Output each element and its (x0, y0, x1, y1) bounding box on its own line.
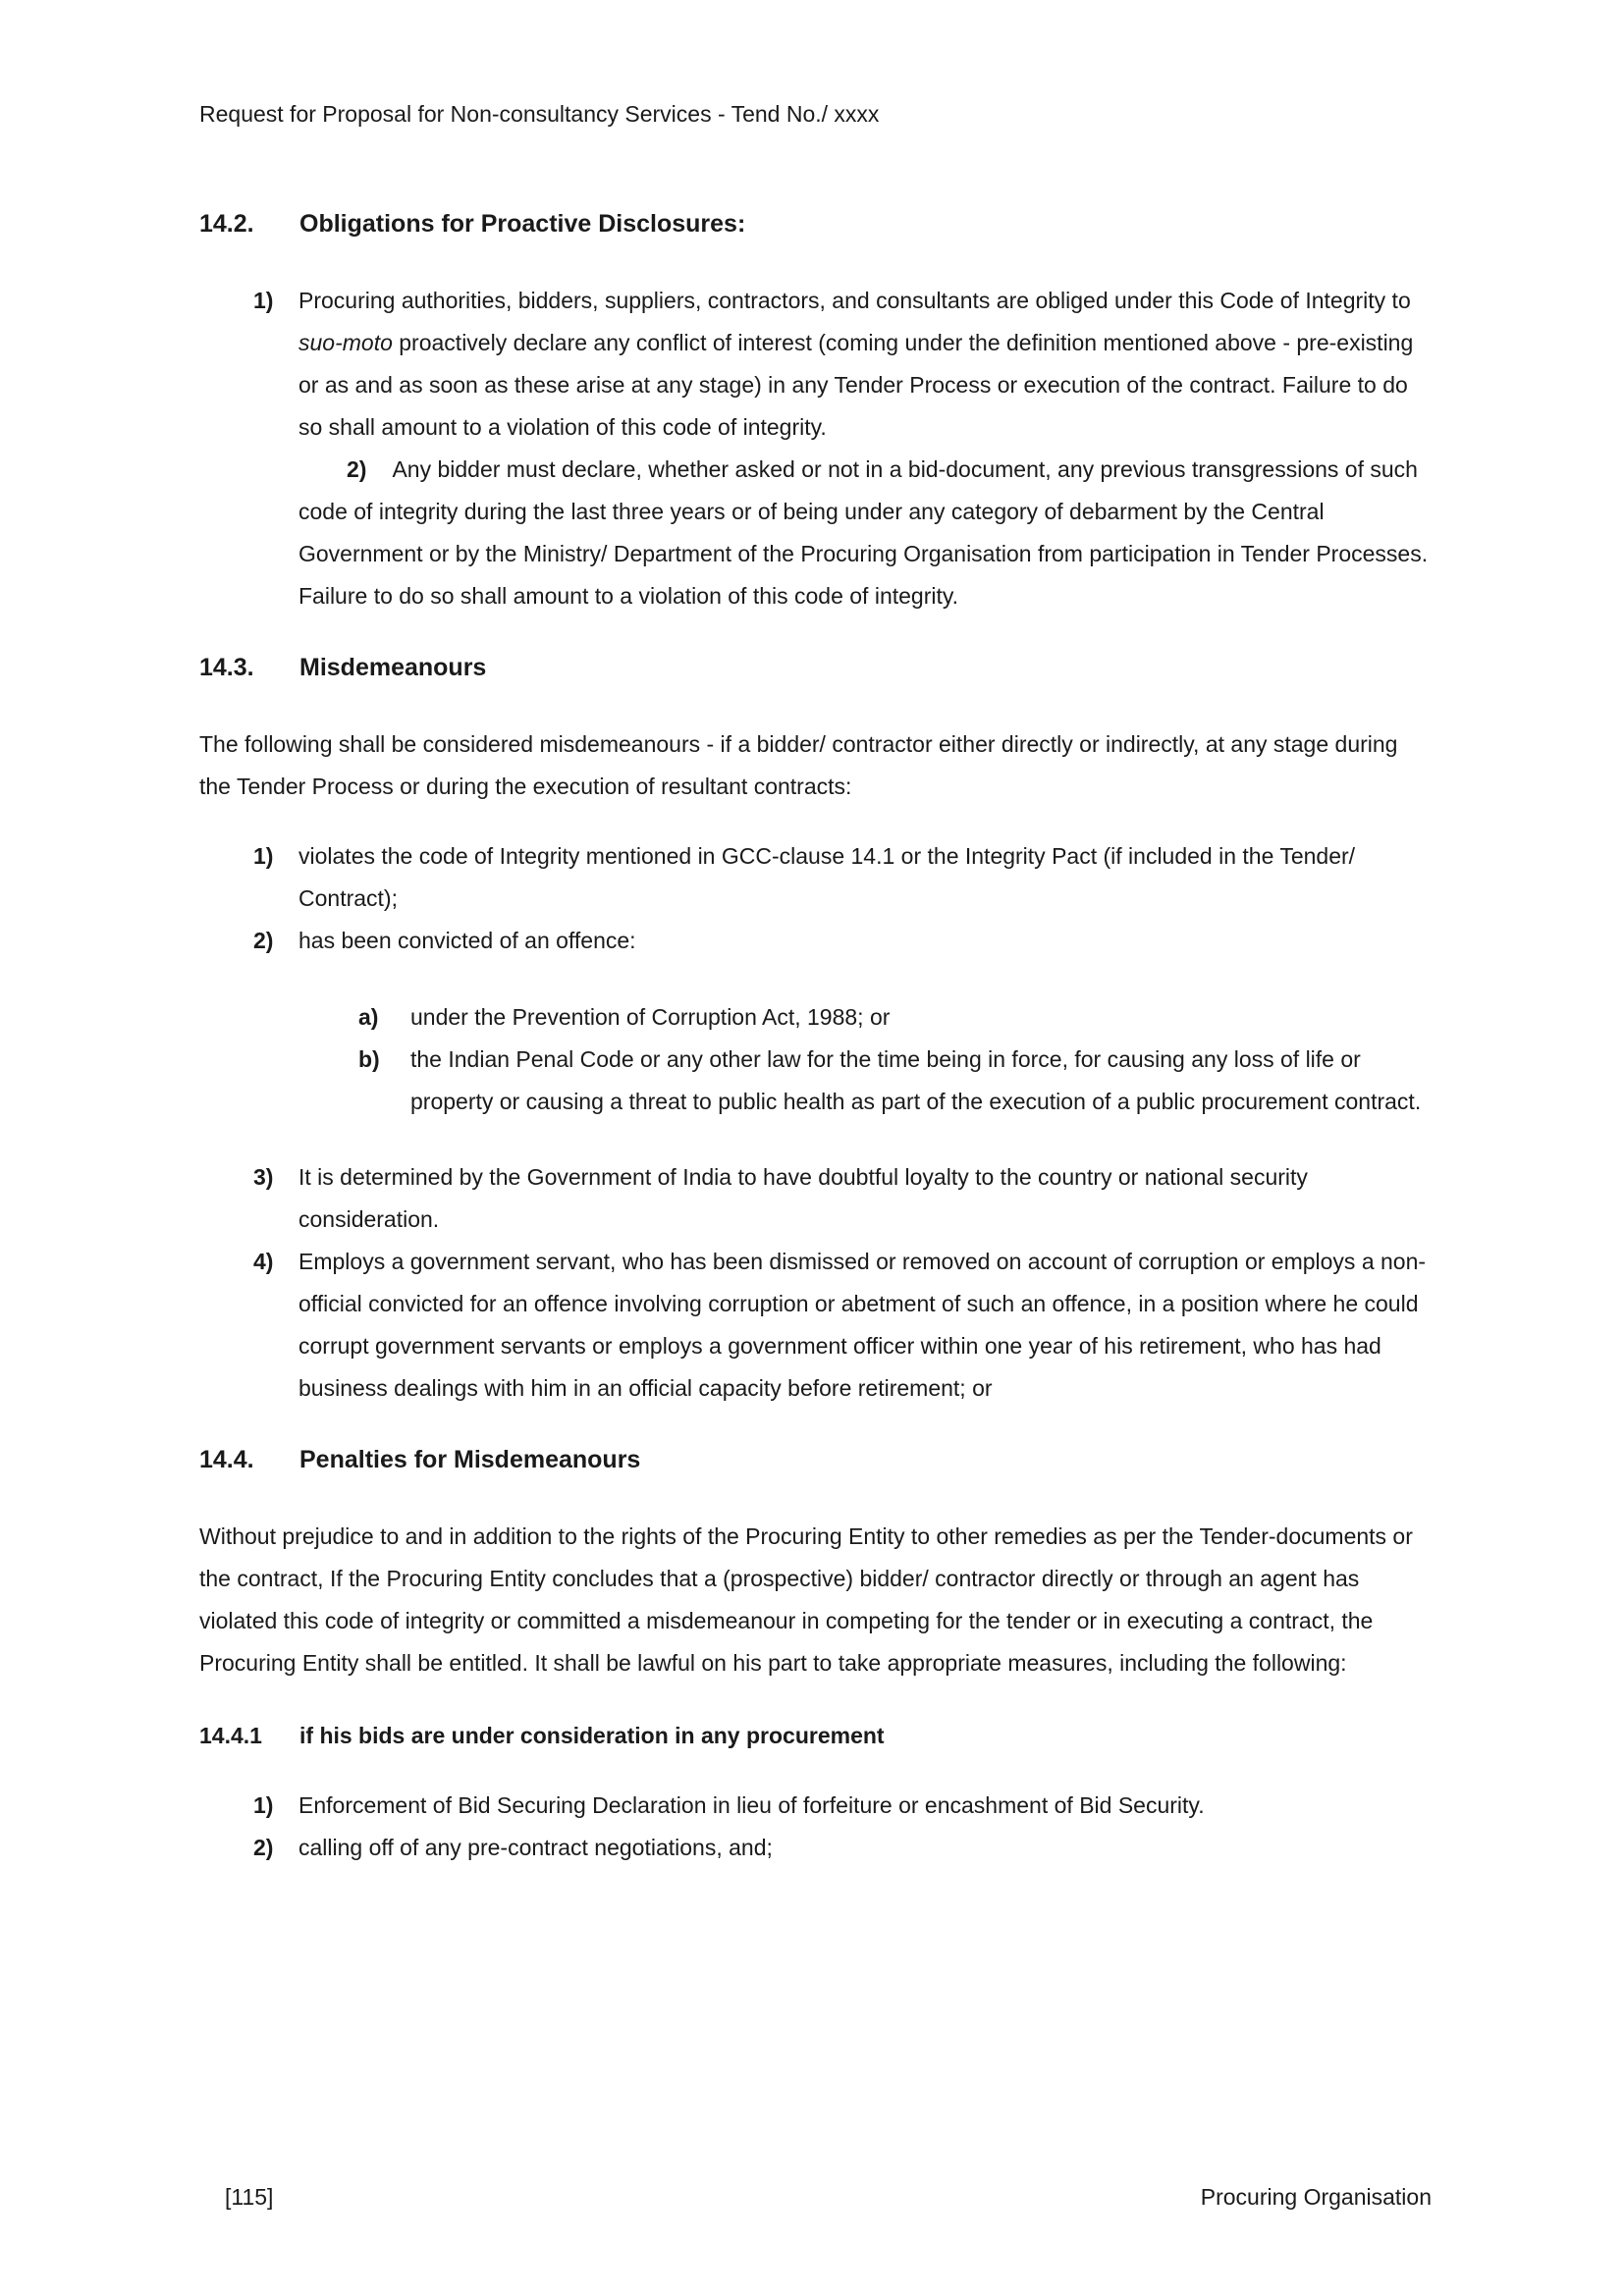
document-header (199, 98, 1432, 131)
section-number: 14.2. (199, 210, 254, 238)
italic-term: suo-moto (298, 330, 393, 355)
list-item (199, 1785, 1432, 1827)
header-title: Request for Proposal for Non-consultancy Services - Tend No./ xxxx (199, 101, 880, 127)
paragraph: Without prejudice to and in addition to the rights of the Procuring Entity to other remedies as per the Tender-documents or the contract, If the Procuring Entity concludes that a (prospective) bidder/ contractor directly or through an agent has violated this code of integrity or committed a misdemeanour in competing for the tender or in executing a contract, the Procuring Entity shall be entitled. It shall be lawful on his part to take appropriate measures, including the following: (199, 1523, 1413, 1676)
section-14-4 (199, 1442, 1432, 1869)
list-item (199, 449, 1432, 617)
list-marker: 4) (253, 1249, 274, 1274)
text-run: Procuring authorities, bidders, suppliers, contractors, and consultants are obliged under this Code of Integrity to (298, 288, 1411, 313)
section-number: 14.4. (199, 1446, 254, 1473)
section-title: Misdemeanours (299, 654, 487, 681)
list-item-text: has been convicted of an offence: (298, 928, 636, 953)
list-item (199, 835, 1432, 920)
paragraph: The following shall be considered misdemeanours - if a bidder/ contractor either directly or indirectly, at any stage during the Tender Process or during the execution of resultant contracts: (199, 731, 1398, 799)
list-item-text: violates the code of Integrity mentioned in GCC-clause 14.1 or the Integrity Pact (if included in the Tender/ Contract); (298, 843, 1356, 911)
list-item (199, 996, 1432, 1039)
list-marker: 2) (253, 928, 274, 953)
document-footer (199, 2181, 1432, 2214)
list-item (199, 1039, 1432, 1123)
section-title: Obligations for Proactive Disclosures: (299, 210, 746, 238)
list-item (199, 280, 1432, 449)
list-marker: 1) (253, 1792, 274, 1818)
text-run: proactively declare any conflict of interest (coming under the definition mentioned above - pre-existing or as and as soon as these arise at any stage) in any Tender Process or execution of the contract. Failure to do so shall amount to a violation of this code of integrity. (298, 330, 1414, 440)
list-item (199, 920, 1432, 962)
list-item-text: the Indian Penal Code or any other law for the time being in force, for causing any loss of life or property or causing a threat to public health as part of the execution of a public procurement contract. (410, 1046, 1422, 1114)
list-item-text: Enforcement of Bid Securing Declaration in lieu of forfeiture or encashment of Bid Security. (298, 1792, 1205, 1818)
list-marker: 1) (253, 843, 274, 869)
list-marker: a) (358, 1004, 379, 1030)
page-number: [115] (225, 2184, 274, 2210)
section-14-3 (199, 650, 1432, 1410)
list-item-text: Any bidder must declare, whether asked or not in a bid-document, any previous transgressions of such code of integrity during the last three years or of being under any category of debarment by the Central Government or by the Ministry/ Department of the Procuring Organisation from participation in Tender Processes. Failure to do so shall amount to a violation of this code of integrity. (298, 456, 1429, 609)
list-item-text: calling off of any pre-contract negotiations, and; (298, 1835, 773, 1860)
list-marker: 2) (347, 456, 367, 482)
numbered-list (199, 1785, 1432, 1869)
list-marker: 3) (253, 1164, 274, 1190)
section-heading-14-4 (199, 1442, 1432, 1477)
lettered-sublist (199, 996, 1432, 1123)
list-marker: 2) (253, 1835, 274, 1860)
numbered-list (199, 835, 1432, 962)
subsection-number: 14.4.1 (199, 1723, 262, 1748)
footer-organisation: Procuring Organisation (1200, 2184, 1432, 2210)
section-title: Penalties for Misdemeanours (299, 1446, 641, 1473)
numbered-list (199, 1156, 1432, 1410)
list-item-text: Employs a government servant, who has been dismissed or removed on account of corruption or employs a non-official convicted for an offence involving corruption or abetment of such an offence, in a position where he could corrupt government servants or employs a government officer within one year of his retirement, who has had business dealings with him in an official capacity before retirement; or (298, 1249, 1427, 1401)
list-item (199, 1241, 1432, 1410)
list-item-text (298, 288, 1413, 440)
list-item-text: under the Prevention of Corruption Act, 1988; or (410, 1004, 891, 1030)
section-heading-14-2 (199, 206, 1432, 241)
list-item (199, 1156, 1432, 1241)
section-heading-14-3 (199, 650, 1432, 685)
list-item-text: It is determined by the Government of India to have doubtful loyalty to the country or national security consideration. (298, 1164, 1308, 1232)
list-item (199, 1827, 1432, 1869)
section-number: 14.3. (199, 654, 254, 681)
section-14-2 (199, 206, 1432, 617)
list-marker: 1) (253, 288, 274, 313)
subsection-title: if his bids are under consideration in any procurement (299, 1723, 885, 1748)
subsection-heading-14-4-1 (199, 1720, 1432, 1752)
list-marker: b) (358, 1046, 380, 1072)
